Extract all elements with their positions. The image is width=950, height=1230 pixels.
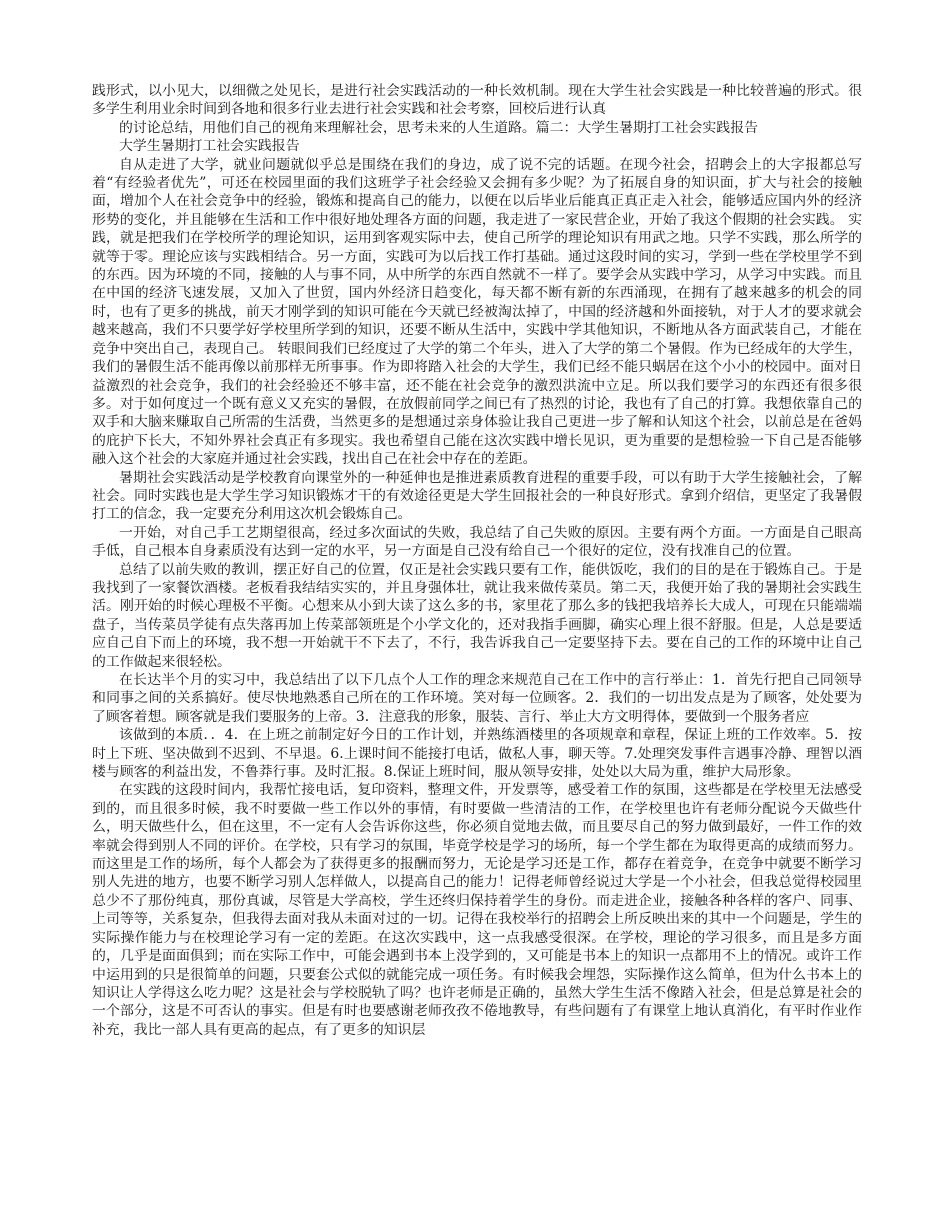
paragraph-work-principles: 在长达半个月的实习中，我总结出了以下几点个人工作的理念来规范自己在工作中的言行举止：1．首先行把自己同领导和同事之间的关系搞好。使尽快地熟悉自己所在的工作环境。笑对每一位顾客。2．我们的一切出发点是为了顾客，处处要为了顾客着想。顾客就是我们要服务的上帝。3．注意我的形象，服装、言行、举止大方文明得体，要做到一个服务者应 <box>92 672 862 725</box>
paragraph-introduction: 自从走进了大学，就业问题就似乎总是围绕在我们的身边，成了说不完的话题。在现今社会，招聘会上的大字报都总写着“有经验者优先”，可还在校园里面的我们这班学子社会经验又会拥有多少呢？为了拓展自身的知识面，扩大与社会的接触面，增加个人在社会竞争中的经验，锻炼和提高自己的能力，以便在以后毕业后能真正真正走入社会，能够适应国内外的经济形势的变化，并且能够在生活和工作中很好地处理各方面的问题，我走进了一家民营企业，开始了我这个假期的社会实践。 实践，就是把我们在学校所学的理论知识，运用到客观实际中去，使自己所学的理论知识有用武之地。只学不实践，那么所学的就等于零。理论应该与实践相结合。另一方面，实践可为以后找工作打基础。通过这段时间的实习，学到一些在学校里学不到的东西。因为环境的不同，接触的人与事不同，从中所学的东西自然就不一样了。要学会从实践中学习，从学习中实践。而且在中国的经济飞速发展，又加入了世贸，国内外经济日趋变化，每天都不断有新的东西涌现，在拥有了越来越多的机会的同时，也有了更多的挑战，前天才刚学到的知识可能在今天就已经被淘汰掉了，中国的经济越和外面接轨，对于人才的要求就会越来越高，我们不只要学好学校里所学到的知识，还要不断从生活中，实践中学其他知识，不断地从各方面武装自己，才能在竞争中突出自己，表现自己。 转眼间我们已经度过了大学的第二个年头，进入了大学的第二个暑假。作为已经成年的大学生，我们的暑假生活不能再像以前那样无所事事。作为即将踏入社会的大学生，我们已经不能只蜗居在这个小小的校园中。面对日益激烈的社会竞争，我们的社会经验还不够丰富，还不能在社会竞争的激烈洪流中立足。所以我们要学习的东西还有很多很多。对于如何度过一个既有意义又充实的暑假，在放假前同学之间已有了热烈的讨论，我也有了自己的打算。我想依靠自己的双手和大脑来赚取自己所需的生活费，当然更多的是想通过亲身体验让我自己更进一步了解和认知这个社会，以前总是在爸妈的庇护下长大，不知外界社会真正有多现实。我也希望自己能在这次实践中增长见识，更为重要的是想检验一下自己是否能够融入这个社会的大家庭并通过社会实践，找出自己在社会中存在的差距。 <box>92 156 862 468</box>
document-body <box>92 82 862 1039</box>
paragraph-interview-failures: 一开始，对自己手工艺期望很高，经过多次面试的失败，我总结了自己失败的原因。主要有两个方面。一方面是自己眼高手低，自己根本自身素质没有达到一定的水平，另一方面是自己没有给自己一个很好的定位，没有找准自己的位置。 <box>92 524 862 560</box>
paragraph-reflection: 在实践的这段时间内，我帮忙接电话，复印资料，整理文件，开发票等，感受着工作的氛围，这些都是在学校里无法感受到的，而且很多时候，我不时要做一些工作以外的事情，有时要做一些清洁的工作，在学校里也许有老师分配说今天做些什么，明天做些什么，但在这里，不一定有人会告诉你这些，你必须自觉地去做，而且要尽自己的努力做到最好，一件工作的效率就会得到别人不同的评价。在学校，只有学习的氛围，毕竟学校是学习的场所，每一个学生都在为取得更高的成绩而努力。而这里是工作的场所，每个人都会为了获得更多的报酬而努力，无论是学习还是工作，都存在着竞争，在竞争中就要不断学习别人先进的地方，也要不断学习别人怎样做人，以提高自己的能力！记得老师曾经说过大学是一个小社会，但我总觉得校园里总少不了那份纯真，那份真诚，尽管是大学高校，学生还终归保持着学生的身份。而走进企业，接触各种各样的客户、同事、上司等等，关系复杂，但我得去面对我从未面对过的一切。记得在我校举行的招聘会上所反映出来的其中一个问题是，学生的实际操作能力与在校理论学习有一定的差距。在这次实践中，这一点我感受很深。在学校，理论的学习很多，而且是多方面的，几乎是面面俱到；而在实际工作中，可能会遇到书本上没学到的，又可能是书本上的知识一点都用不上的情况。或许工作中运用到的只是很简单的问题，只要套公式似的就能完成一项任务。有时候我会埋怨，实际操作这么简单，但为什么书本上的知识让人学得这么吃力呢？这是社会与学校脱轨了吗？也许老师是正确的，虽然大学生生活不像踏入社会，但是总算是社会的一个部分，这是不可否认的事实。但是有时也要感谢老师孜孜不倦地教导，有些问题有了有课堂上地认真消化，有平时作业作补充，我比一部人具有更高的起点，有了更多的知识层 <box>92 782 862 1038</box>
paragraph-discussion-summary: 的讨论总结，用他们自己的视角来理解社会，思考未来的人生道路。篇二：大学生暑期打工社会实践报告 <box>119 119 758 136</box>
report-title: 大学生暑期打工社会实践报告 <box>119 138 300 155</box>
paragraph-work-principles-cont: 该做到的本质．．4．在上班之前制定好今日的工作计划，并熟练酒楼里的各项规章和章程，保证上班的工作效率。5．按时上下班、坚决做到不迟到、不早退。6.上课时间不能接打电话，做私人事，聊天等。7.处理突发事件言遇事冷静、理智以酒楼与顾客的利益出发，不鲁莽行事。及时汇报。8.保证上班时间，服从领导安排，处处以大局为重，维护大局形象。 <box>92 727 862 781</box>
paragraph-restaurant-job: 总结了以前失败的教训，摆正好自己的位置，仅正是社会实践只要有工作，能供饭吃，我们的目的是在于锻炼自己。于是我找到了一家餐饮酒楼。老板看我结结实实的，并且身强体壮，就让我来做传菜员。第二天，我便开始了我的暑期社会实践生活。刚开始的时候心理极不平衡。心想来从小到大读了这么多的书，家里花了那么多的钱把我培养长大成人，可现在只能端端盘子，当传菜员学徒有点失落再加上传菜部领班是个小学文化的，还对我指手画脚，确实心理上很不舒服。但是，人总是要适应自己自下而上的环境，我不想一开始就干不下去了，不行，我告诉我自己一定要坚持下去。要在自己的工作的环境中让自己的工作做起来很轻松。 <box>92 561 862 670</box>
paragraph-summer-practice: 暑期社会实践活动是学校教育向课堂外的一种延伸也是推进素质教育进程的重要手段，可以有助于大学生接触社会，了解社会。同时实践也是大学生学习知识锻炼才干的有效途径更是大学生回报社会的一种良好形式。拿到介绍信，更坚定了我暑假打工的信念，我一定要充分利用这次机会锻炼自己。 <box>92 469 862 523</box>
paragraph-continuation: 践形式，以小见大，以细微之处见长，是进行社会实践活动的一种长效机制。现在大学生社会实践是一种比较普遍的形式。很多学生利用业余时间到各地和很多行业去进行社会实践和社会考察，回校后进行认真 <box>92 83 862 118</box>
